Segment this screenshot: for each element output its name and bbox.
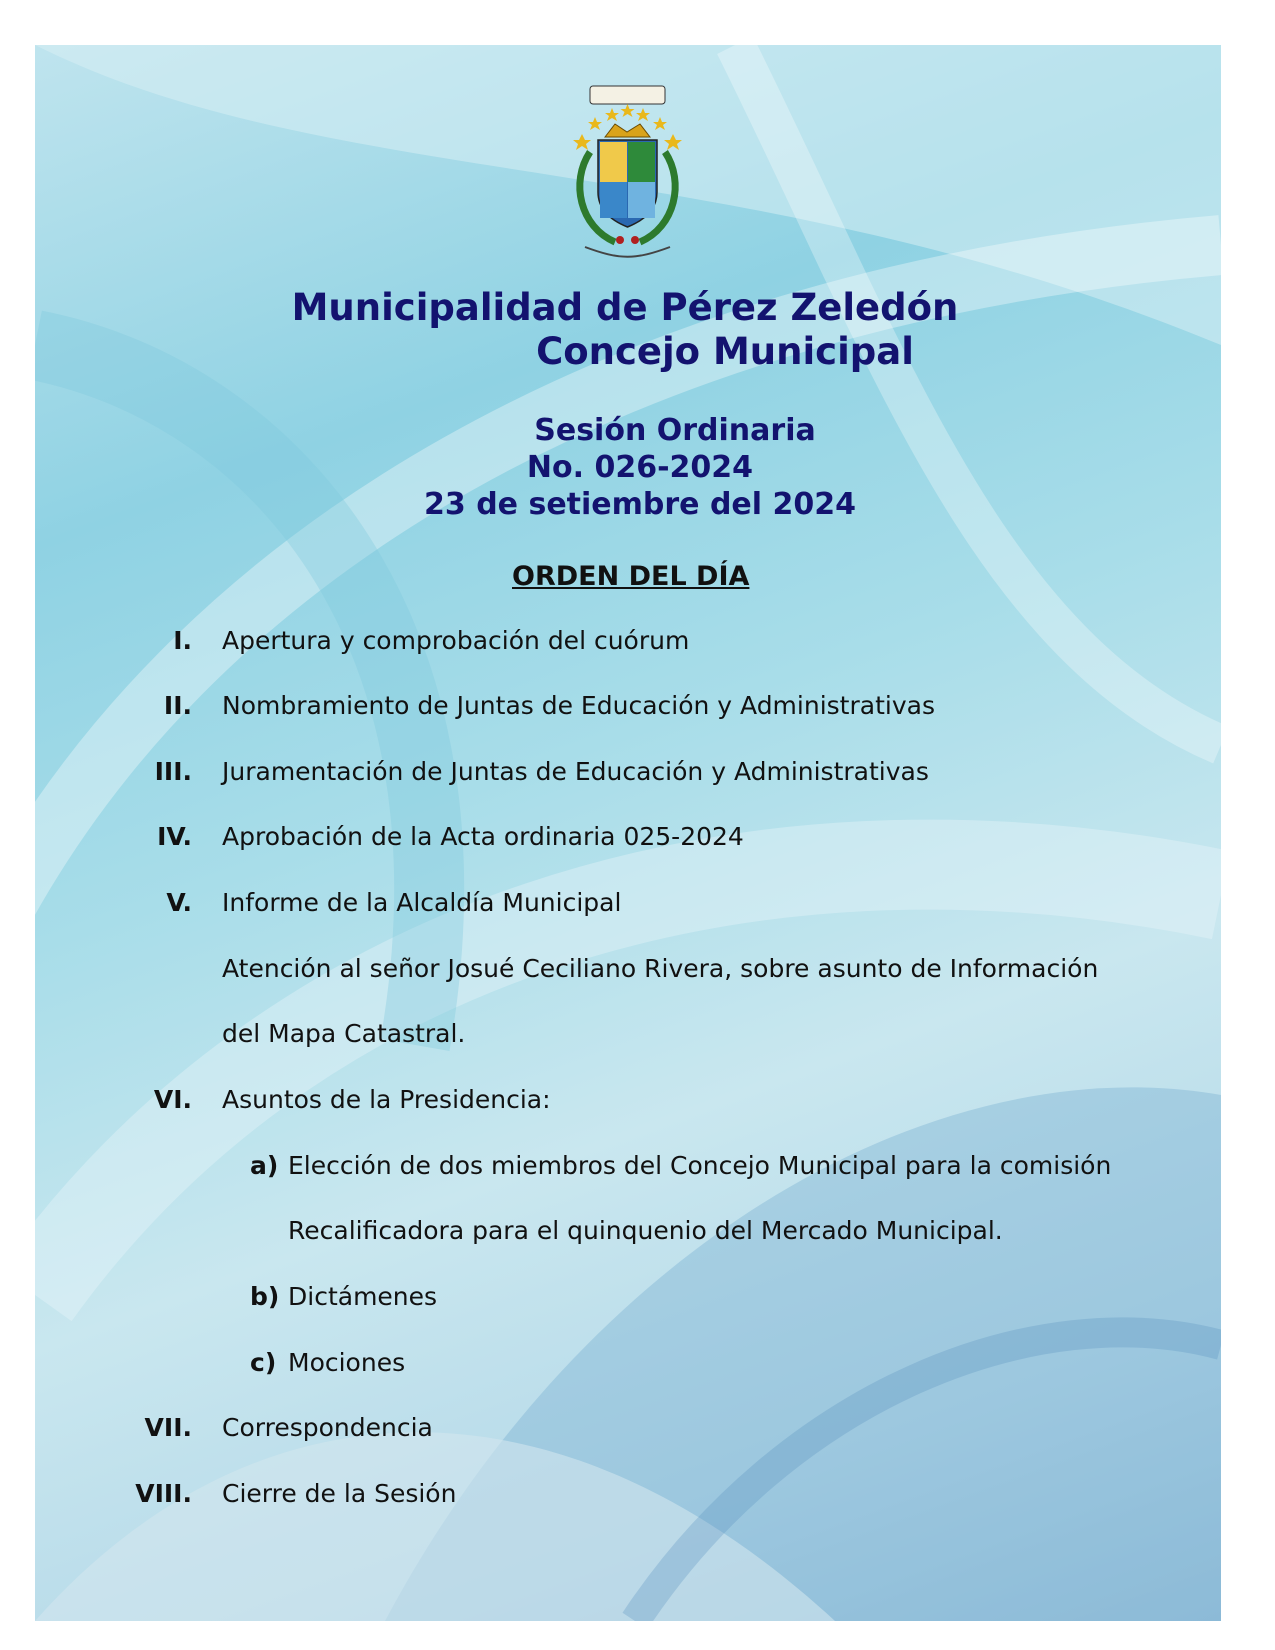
subitem-letter: c) bbox=[250, 1348, 277, 1377]
agenda-item-text: Asuntos de la Presidencia: bbox=[222, 1085, 551, 1114]
agenda-item-number: III. bbox=[154, 757, 192, 786]
agenda-item-number: VI. bbox=[153, 1085, 192, 1114]
agenda-item-text: Correspondencia bbox=[222, 1413, 433, 1442]
subitem-text: Mociones bbox=[288, 1348, 406, 1377]
attention-text-line2: del Mapa Catastral. bbox=[222, 1019, 466, 1048]
subitem-letter: b) bbox=[250, 1282, 280, 1311]
agenda-item-number: IV. bbox=[157, 822, 192, 851]
subitem-text-cont: Recalificadora para el quinquenio del Mercado Municipal. bbox=[288, 1216, 1003, 1245]
agenda-item-text: Aprobación de la Acta ordinaria 025-2024 bbox=[222, 822, 744, 851]
session-date: 23 de setiembre del 2024 bbox=[424, 487, 856, 522]
session-number: No. 026-2024 bbox=[526, 450, 754, 485]
subitem-letter: a) bbox=[250, 1151, 279, 1180]
agenda-item-text: Informe de la Alcaldía Municipal bbox=[222, 888, 622, 917]
municipal-coat-of-arms-icon bbox=[560, 82, 695, 262]
agenda-item-number: VII. bbox=[144, 1413, 192, 1442]
agenda-heading: ORDEN DEL DÍA bbox=[512, 561, 750, 592]
agenda-item-number: V. bbox=[166, 888, 192, 917]
attention-text-line1: Atención al señor Josué Ceciliano Rivera, sobre asunto de Información bbox=[222, 954, 1099, 983]
subitem-text: Dictámenes bbox=[288, 1282, 438, 1311]
agenda-item-number: VIII. bbox=[135, 1479, 192, 1508]
agenda-item-text: Nombramiento de Juntas de Educación y Administrativas bbox=[222, 691, 935, 720]
agenda-item-text: Cierre de la Sesión bbox=[222, 1479, 457, 1508]
subitem-text: Elección de dos miembros del Concejo Municipal para la comisión bbox=[288, 1151, 1112, 1180]
agenda-item-text: Apertura y comprobación del cuórum bbox=[222, 626, 690, 655]
council-title: Concejo Municipal bbox=[536, 330, 914, 373]
session-type: Sesión Ordinaria bbox=[534, 413, 816, 448]
agenda-item-text: Juramentación de Juntas de Educación y Administrativas bbox=[222, 757, 929, 786]
municipality-title: Municipalidad de Pérez Zeledón bbox=[291, 286, 959, 329]
agenda-item-number: II. bbox=[163, 691, 192, 720]
agenda-item-number: I. bbox=[173, 626, 192, 655]
